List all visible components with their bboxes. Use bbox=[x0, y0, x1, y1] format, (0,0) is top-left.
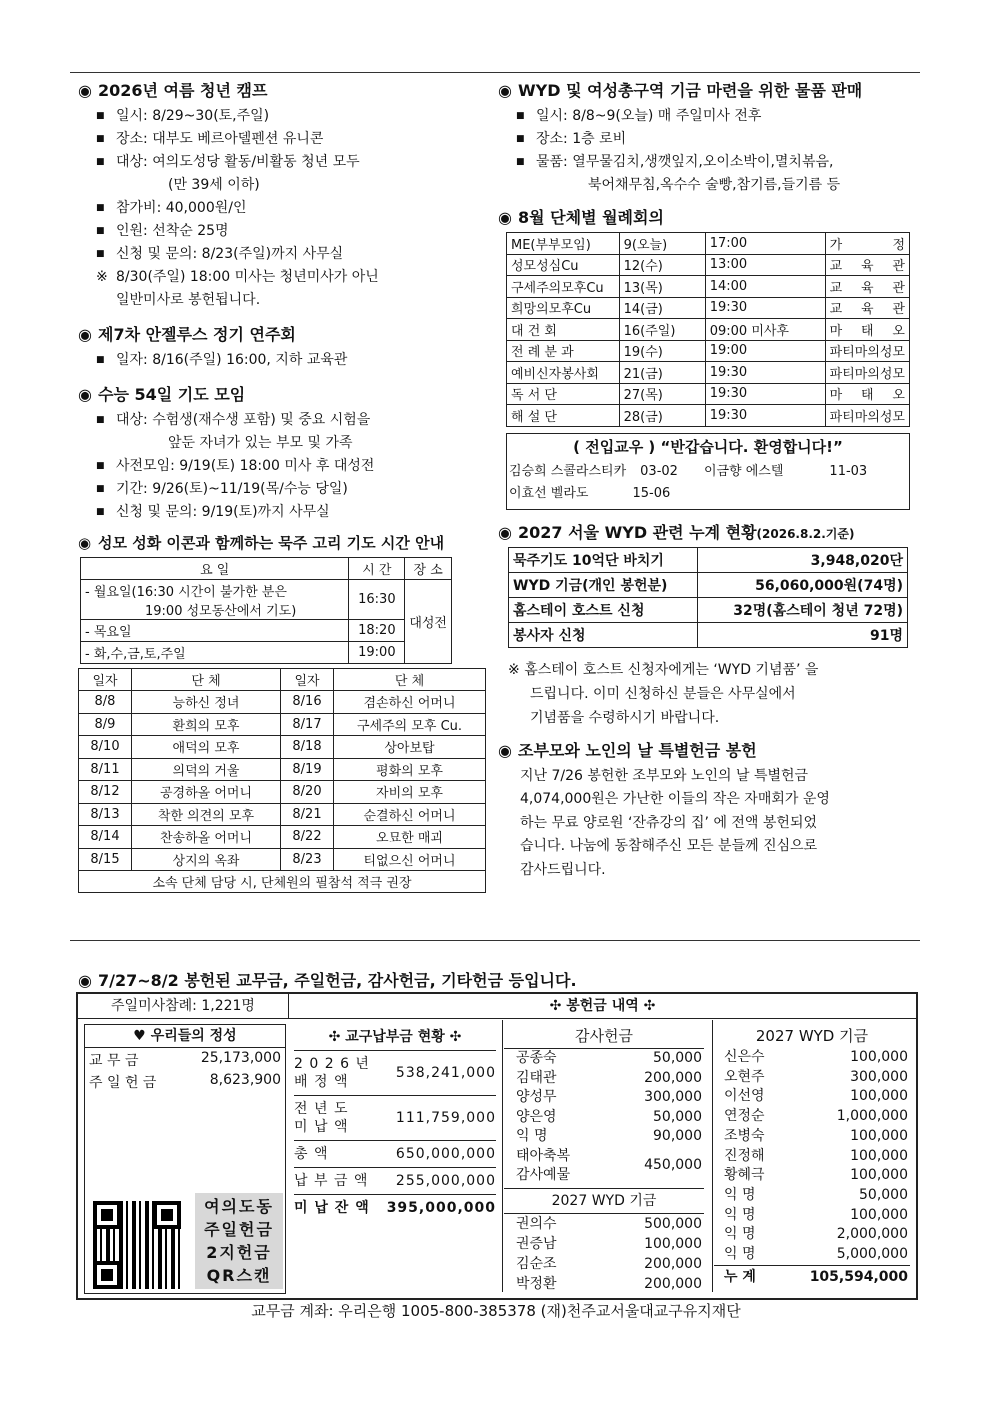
diocese-label: 미 납 잔 액 bbox=[294, 1200, 370, 1216]
table-row bbox=[79, 826, 486, 849]
table-cell: 희망의모후Cu bbox=[507, 297, 620, 319]
table-cell: - 목요일 bbox=[81, 620, 349, 642]
table-cell: 전 례 분 과 bbox=[507, 340, 620, 362]
divider bbox=[712, 1020, 713, 1292]
donor-name: 황혜극 bbox=[724, 1167, 765, 1184]
table-cell: 8/14 bbox=[79, 826, 132, 849]
donor-name: 신은수 bbox=[724, 1049, 765, 1065]
table-cell: 해 설 단 bbox=[507, 405, 620, 427]
table-cell: 19:30 bbox=[705, 362, 825, 384]
welcome-line: 김승희 스콜라스티카 03-02 이금향 에스텔 11-03 bbox=[509, 463, 868, 479]
table-cell: 27(목) bbox=[619, 383, 705, 405]
donor-amount: 500,000 bbox=[644, 1215, 702, 1232]
donor-amount: 100,000 bbox=[850, 1147, 908, 1164]
grand-title: ◉ 조부모와 노인의 날 특별헌금 봉헌 bbox=[498, 740, 757, 760]
bullseye-icon: ◉ bbox=[498, 208, 512, 227]
list-item: ■ 장소: 대부도 베르아델펜션 유니콘 bbox=[96, 128, 488, 151]
heart-panel bbox=[84, 1024, 286, 1294]
donor-row bbox=[724, 1068, 908, 1088]
wyd-right-title: 2027 WYD 기금 bbox=[755, 1027, 869, 1045]
donor-row bbox=[516, 1127, 702, 1147]
donor-name: 권의수 bbox=[516, 1215, 557, 1232]
table-cell: 28(금) bbox=[619, 405, 705, 427]
table-row bbox=[507, 383, 910, 405]
wydstatus-table bbox=[508, 547, 908, 648]
angelus-title: ◉ 제7차 안젤루스 정기 연주회 bbox=[78, 325, 296, 344]
donor-row bbox=[516, 1214, 702, 1234]
welcome-title: ( 전입교우 ) “반갑습니다. 환영합니다!” bbox=[573, 437, 843, 456]
list-item: ■ 대상: 수험생(재수생 포함) 및 중요 시험을 앞둔 자녀가 있는 부모 및 가족 bbox=[96, 409, 488, 455]
bullseye-icon: ◉ bbox=[78, 325, 92, 344]
table-cell: 9(오늘) bbox=[619, 233, 705, 255]
camp-title: ◉ 2026년 여름 청년 캠프 bbox=[78, 81, 268, 100]
table-cell: 8/20 bbox=[281, 781, 334, 804]
table-cell: 8/10 bbox=[79, 736, 132, 759]
table-cell: 56,060,000원(74명) bbox=[698, 572, 908, 597]
table-cell: - 화,수,금,토,주일 bbox=[81, 642, 349, 664]
list-item: ■ 기간: 9/26(토)~11/19(목/수능 당일) bbox=[96, 478, 488, 501]
diocese-label: 총 액 bbox=[294, 1146, 329, 1162]
donor-name: 김태관 bbox=[516, 1069, 557, 1086]
table-cell: 파티마의성모 bbox=[825, 405, 909, 427]
grand-text: 지난 7/26 봉헌한 조부모와 노인의 날 특별헌금 4,074,000원은 가난한 이들의 작은 자매회가 운영 하는 무료 양로원 ‘잔츄강의 집’ 에 전액 봉헌되었 습니다. 나눔에 동참해주신 모든 분들께 진심으로 감사드립니다. bbox=[520, 767, 830, 878]
table-cell: 8/23 bbox=[281, 848, 334, 871]
donor-name: 익 명 bbox=[724, 1226, 756, 1243]
diocese-label: 전 년 도 미 납 액 bbox=[294, 1101, 349, 1135]
wyd-mid-title: 2027 WYD 기금 bbox=[504, 1188, 704, 1214]
donor-row bbox=[724, 1127, 908, 1147]
table-cell: 마 태 오 bbox=[825, 319, 909, 341]
qr-label: 여의도동 주일헌금 2지헌금 QR스캔 bbox=[195, 1193, 283, 1289]
table-cell: 13:00 bbox=[705, 254, 825, 276]
donor-row bbox=[724, 1245, 908, 1265]
bullseye-icon: ◉ bbox=[498, 81, 512, 100]
list-item: ■ 일시: 8/8~9(오늘) 매 주일미사 전후 bbox=[516, 105, 918, 128]
table-cell: 교 육 관 bbox=[825, 297, 909, 319]
table-cell: 32명(홈스테이 청년 72명) bbox=[698, 597, 908, 622]
table-cell: 8/13 bbox=[79, 803, 132, 826]
donor-name: 익 명 bbox=[516, 1128, 548, 1144]
table-cell: 19(수) bbox=[619, 340, 705, 362]
table-footer: 소속 단체 담당 시, 단체원의 필참석 적극 권장 bbox=[79, 871, 486, 893]
mid-divider bbox=[70, 940, 920, 941]
donor-name: 조병숙 bbox=[724, 1127, 765, 1144]
table-cell: 91명 bbox=[698, 622, 908, 647]
table-cell: 환희의 모후 bbox=[132, 713, 281, 736]
donor-amount: 50,000 bbox=[653, 1050, 702, 1066]
table-cell: 17:00 bbox=[705, 233, 825, 255]
table-cell: 독 서 단 bbox=[507, 383, 620, 405]
donor-row bbox=[724, 1147, 908, 1167]
table-row bbox=[507, 405, 910, 427]
donor-row bbox=[724, 1225, 908, 1245]
table-cell: 의덕의 거울 bbox=[132, 758, 281, 781]
table-row bbox=[79, 781, 486, 804]
diocese-value: 650,000,000 bbox=[395, 1146, 496, 1162]
table-cell: 예비신자봉사회 bbox=[507, 362, 620, 384]
table-row bbox=[79, 848, 486, 871]
table-cell: 티없으신 어머니 bbox=[334, 848, 486, 871]
diocese-row bbox=[294, 1168, 496, 1195]
donor-name: 익 명 bbox=[724, 1246, 756, 1263]
donor-amount: 200,000 bbox=[644, 1275, 702, 1292]
donor-name: 양성무 bbox=[516, 1089, 557, 1105]
table-cell: 평화의 모후 bbox=[334, 758, 486, 781]
donor-name: 권증남 bbox=[516, 1235, 557, 1252]
donor-row bbox=[516, 1088, 702, 1108]
donor-amount: 2,000,000 bbox=[836, 1226, 908, 1243]
donor-name: 익 명 bbox=[724, 1186, 756, 1203]
donor-amount: 300,000 bbox=[850, 1068, 908, 1085]
account-info: 교무금 계좌: 우리은행 1005-800-385378 (재)천주교서울대교구유지재단 bbox=[251, 1302, 741, 1320]
table-cell: 오묘한 매괴 bbox=[334, 826, 486, 849]
table-row bbox=[79, 713, 486, 736]
donor-row bbox=[724, 1107, 908, 1127]
table-cell: 가 정 bbox=[825, 233, 909, 255]
table-cell: 8/19 bbox=[281, 758, 334, 781]
table-row bbox=[509, 547, 908, 572]
donor-amount: 100,000 bbox=[850, 1049, 908, 1065]
table-cell: 18:20 bbox=[349, 620, 405, 642]
table-cell: 애덕의 모후 bbox=[132, 736, 281, 759]
table-cell: 자비의 모후 bbox=[334, 781, 486, 804]
table-cell: 봉사자 신청 bbox=[509, 622, 698, 647]
donor-amount: 100,000 bbox=[850, 1167, 908, 1184]
table-cell: 구세주의모후Cu bbox=[507, 276, 620, 298]
table-cell: 8/21 bbox=[281, 803, 334, 826]
diocese-row bbox=[294, 1096, 496, 1141]
diocese-label: 납 부 금 액 bbox=[294, 1173, 369, 1189]
donor-name: 이선영 bbox=[724, 1088, 765, 1105]
table-row bbox=[79, 736, 486, 759]
diocese-label: 2 0 2 6 년 배 정 액 bbox=[294, 1056, 370, 1090]
table-header: 단 체 bbox=[132, 669, 281, 691]
table-cell: 성모성심Cu bbox=[507, 254, 620, 276]
camp-list bbox=[78, 105, 488, 312]
wydsale-title: ◉ WYD 및 여성총구역 기금 마련을 위한 물품 판매 bbox=[498, 81, 863, 100]
table-header: 일자 bbox=[281, 669, 334, 691]
meeting-title: ◉ 8월 단체별 월례회의 bbox=[498, 208, 664, 227]
diocese-row bbox=[294, 1051, 496, 1096]
top-divider bbox=[70, 72, 920, 73]
diocese-title: ✣ 교구납부금 현황 ✣ bbox=[294, 1024, 496, 1051]
donor-row bbox=[724, 1186, 908, 1206]
table-row bbox=[507, 254, 910, 276]
table-cell: 8/18 bbox=[281, 736, 334, 759]
rosary-schedule-table bbox=[78, 668, 486, 893]
list-item: ■ 참가비: 40,000원/인 bbox=[96, 197, 488, 220]
sunday-row: 주 일 헌 금 8,623,900 bbox=[89, 1072, 281, 1091]
offering-detail-title: ✣ 봉헌금 내역 ✣ bbox=[289, 994, 916, 1019]
donor-amount: 200,000 bbox=[644, 1255, 702, 1272]
donor-amount: 100,000 bbox=[850, 1206, 908, 1223]
list-note: ※ 8/30(주일) 18:00 미사는 청년미사가 아닌 일반미사로 봉헌됩니다. bbox=[96, 266, 488, 312]
table-cell: 구세주의 모후 Cu. bbox=[334, 713, 486, 736]
table-row bbox=[507, 362, 910, 384]
list-item: ■ 물품: 열무물김치,생깻잎지,오이소박이,멸치볶음, 북어채무침,옥수수 술빵,참기름,들기름 등 bbox=[516, 151, 918, 197]
donor-name: 박정환 bbox=[516, 1275, 557, 1292]
suneung-list bbox=[78, 409, 488, 524]
table-cell: 8/12 bbox=[79, 781, 132, 804]
donor-row bbox=[516, 1069, 702, 1089]
suneung-title: ◉ 수능 54일 기도 모임 bbox=[78, 385, 246, 404]
bullseye-icon: ◉ bbox=[78, 385, 92, 404]
diocese-value: 255,000,000 bbox=[395, 1173, 496, 1189]
list-item: ■ 사전모임: 9/19(토) 18:00 미사 후 대성전 bbox=[96, 455, 488, 478]
list-item: ■ 일시: 8/29~30(토,주일) bbox=[96, 105, 488, 128]
bullseye-icon: ◉ bbox=[498, 740, 512, 760]
table-cell: 마 태 오 bbox=[825, 383, 909, 405]
donor-amount: 90,000 bbox=[653, 1128, 702, 1144]
table-cell: 8/9 bbox=[79, 713, 132, 736]
donor-row bbox=[516, 1108, 702, 1128]
welcome-box bbox=[506, 433, 910, 510]
table-row bbox=[507, 297, 910, 319]
table-row bbox=[507, 319, 910, 341]
diocese-row bbox=[294, 1195, 496, 1221]
donor-row bbox=[724, 1087, 908, 1107]
welcome-line: 이효선 벨라도 15-06 bbox=[509, 485, 671, 501]
table-cell: - 월요일(16:30 시간이 불가한 분은 19:00 성모동산에서 기도) bbox=[81, 580, 349, 620]
donor-row bbox=[516, 1234, 702, 1254]
table-cell: 19:00 bbox=[705, 340, 825, 362]
table-cell: 교 육 관 bbox=[825, 276, 909, 298]
heart-title: ♥ 우리들의 정성 bbox=[85, 1025, 285, 1048]
table-row bbox=[79, 691, 486, 714]
table-cell: 파티마의성모 bbox=[825, 362, 909, 384]
table-cell: 19:30 bbox=[705, 405, 825, 427]
table-cell: 21(금) bbox=[619, 362, 705, 384]
table-cell: 묵주기도 10억단 바치기 bbox=[509, 547, 698, 572]
list-item: ■ 인원: 선착순 25명 bbox=[96, 220, 488, 243]
wyd-total: 누 계 105,594,000 bbox=[714, 1265, 910, 1288]
bullseye-icon: ◉ bbox=[78, 534, 92, 552]
donor-amount: 5,000,000 bbox=[836, 1246, 908, 1263]
table-cell: 찬송하올 어머니 bbox=[132, 826, 281, 849]
table-cell: 19:00 bbox=[349, 642, 405, 664]
table-cell: 8/17 bbox=[281, 713, 334, 736]
table-header: 장 소 bbox=[405, 558, 452, 580]
table-row bbox=[79, 803, 486, 826]
thanks-title: 감사헌금 bbox=[504, 1024, 704, 1049]
rosary-title: ◉ 성모 성화 이콘과 함께하는 묵주 고리 기도 시간 안내 bbox=[78, 534, 445, 552]
table-cell: 겸손하신 어머니 bbox=[334, 691, 486, 714]
table-cell: 8/8 bbox=[79, 691, 132, 714]
bullseye-icon: ◉ bbox=[498, 522, 512, 542]
table-cell: 16:30 bbox=[349, 580, 405, 620]
table-cell: 상아보탑 bbox=[334, 736, 486, 759]
donor-amount: 200,000 bbox=[644, 1069, 702, 1086]
table-row bbox=[509, 572, 908, 597]
table-cell: 능하신 정녀 bbox=[132, 691, 281, 714]
divider bbox=[502, 1020, 503, 1292]
offering-box bbox=[76, 992, 918, 1300]
donor-name: 오현주 bbox=[724, 1068, 765, 1085]
table-cell: 순결하신 어머니 bbox=[334, 803, 486, 826]
offering-title: ◉ 7/27~8/2 봉헌된 교무금, 주일헌금, 감사헌금, 기타헌금 등입니다. bbox=[78, 971, 577, 990]
table-cell: ME(부부모임) bbox=[507, 233, 620, 255]
list-item: ■ 신청 및 문의: 8/23(주일)까지 사무실 bbox=[96, 243, 488, 266]
wyd-right-panel bbox=[714, 1024, 910, 1292]
donor-amount: 100,000 bbox=[850, 1127, 908, 1144]
donor-name: 익 명 bbox=[724, 1206, 756, 1223]
wydstatus-title: ◉ 2027 서울 WYD 관련 누계 현황(2026.8.2.기준) bbox=[498, 522, 855, 542]
list-item: ■ 신청 및 문의: 9/19(토)까지 사무실 bbox=[96, 501, 488, 524]
table-cell: 대 건 회 bbox=[507, 319, 620, 341]
angelus-list bbox=[78, 349, 488, 372]
donor-row bbox=[724, 1206, 908, 1226]
thanks-extra: 태아축복 감사예물 450,000 bbox=[516, 1147, 702, 1183]
wydstatus-note: ※ 홈스테이 호스트 신청자에게는 ‘WYD 기념품’ 을 드립니다. 이미 신청하신 분들은 사무실에서 기념품을 수령하시기 바랍니다. bbox=[508, 661, 819, 726]
table-cell: 8/22 bbox=[281, 826, 334, 849]
table-cell: 16(주일) bbox=[619, 319, 705, 341]
qr-code[interactable] bbox=[93, 1201, 181, 1289]
diocese-panel bbox=[294, 1024, 496, 1292]
donor-amount: 300,000 bbox=[644, 1089, 702, 1105]
right-column bbox=[498, 78, 918, 882]
table-cell: 19:30 bbox=[705, 383, 825, 405]
gyomu-row: 교 무 금 25,173,000 bbox=[89, 1050, 281, 1069]
bullseye-icon: ◉ bbox=[78, 81, 92, 100]
table-cell: 14:00 bbox=[705, 276, 825, 298]
table-header: 단 체 bbox=[334, 669, 486, 691]
table-cell: 상지의 옥좌 bbox=[132, 848, 281, 871]
table-cell: 교 육 관 bbox=[825, 254, 909, 276]
diocese-value: 538,241,000 bbox=[395, 1065, 496, 1081]
donor-amount: 1,000,000 bbox=[836, 1108, 908, 1125]
bullseye-icon: ◉ bbox=[78, 971, 92, 990]
table-cell: 착한 의견의 모후 bbox=[132, 803, 281, 826]
donor-amount: 100,000 bbox=[644, 1235, 702, 1252]
left-column bbox=[78, 78, 488, 893]
donor-row bbox=[516, 1274, 702, 1294]
donor-amount: 50,000 bbox=[653, 1108, 702, 1125]
table-row bbox=[507, 276, 910, 298]
donor-amount: 100,000 bbox=[850, 1088, 908, 1105]
table-cell: 대성전 bbox=[405, 580, 452, 664]
thanks-panel bbox=[504, 1024, 704, 1292]
table-cell: 09:00 미사후 bbox=[705, 319, 825, 341]
table-cell: 홈스테이 호스트 신청 bbox=[509, 597, 698, 622]
table-cell: 12(수) bbox=[619, 254, 705, 276]
list-item: ■ 장소: 1층 로비 bbox=[516, 128, 918, 151]
donor-name: 김순조 bbox=[516, 1255, 557, 1272]
donor-row bbox=[516, 1254, 702, 1274]
table-cell: 공경하올 어머니 bbox=[132, 781, 281, 804]
table-cell: 8/11 bbox=[79, 758, 132, 781]
donor-row bbox=[724, 1048, 908, 1068]
table-row bbox=[509, 597, 908, 622]
wydsale-list bbox=[498, 105, 918, 197]
table-header: 시 간 bbox=[349, 558, 405, 580]
table-row bbox=[507, 233, 910, 255]
table-row bbox=[509, 622, 908, 647]
diocese-value: 111,759,000 bbox=[395, 1110, 496, 1126]
donor-name: 양은영 bbox=[516, 1108, 557, 1125]
donor-name: 연정순 bbox=[724, 1108, 765, 1125]
table-row bbox=[507, 340, 910, 362]
table-cell: 13(목) bbox=[619, 276, 705, 298]
table-cell: WYD 기금(개인 봉헌분) bbox=[509, 572, 698, 597]
table-header: 요 일 bbox=[81, 558, 349, 580]
table-cell: 19:30 bbox=[705, 297, 825, 319]
list-item: ■ 대상: 여의도성당 활동/비활동 청년 모두 (만 39세 이하) bbox=[96, 151, 488, 197]
table-header: 일자 bbox=[79, 669, 132, 691]
donor-row bbox=[724, 1166, 908, 1186]
table-row bbox=[79, 758, 486, 781]
donor-row bbox=[516, 1049, 702, 1069]
rosary-time-table bbox=[80, 557, 452, 664]
meeting-table bbox=[506, 232, 910, 427]
attendance: 주일미사참례: 1,221명 bbox=[78, 994, 289, 1019]
list-item: ■ 일자: 8/16(주일) 16:00, 지하 교육관 bbox=[96, 349, 488, 372]
donor-name: 진정해 bbox=[724, 1147, 765, 1164]
donor-name: 공종숙 bbox=[516, 1050, 557, 1066]
table-cell: 3,948,020단 bbox=[698, 547, 908, 572]
table-cell: 8/16 bbox=[281, 691, 334, 714]
table-cell: 14(금) bbox=[619, 297, 705, 319]
diocese-row bbox=[294, 1141, 496, 1168]
diocese-value: 395,000,000 bbox=[386, 1200, 496, 1216]
donor-amount: 50,000 bbox=[859, 1186, 908, 1203]
table-cell: 파티마의성모 bbox=[825, 340, 909, 362]
table-cell: 8/15 bbox=[79, 848, 132, 871]
